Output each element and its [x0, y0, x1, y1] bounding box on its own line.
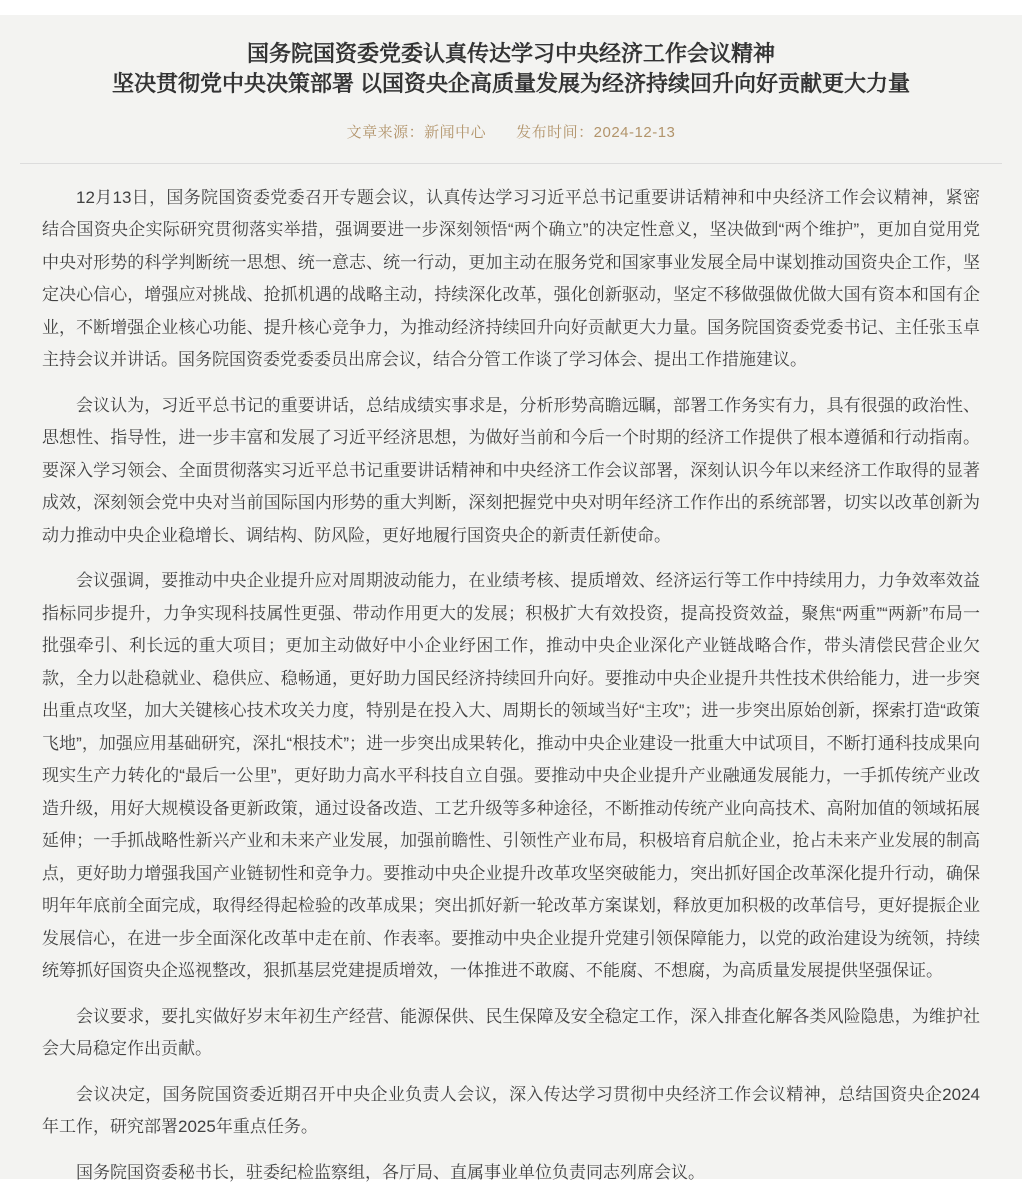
article-title-line-1: 国务院国资委党委认真传达学习中央经济工作会议精神 [246, 40, 775, 66]
article-body [42, 182, 980, 1187]
header-divider [20, 163, 1002, 164]
article-paragraph: 会议要求，要扎实做好岁末年初生产经营、能源保供、民生保障及安全稳定工作，深入排查化解各类风险隐患，为维护社会大局稳定作出贡献。 [42, 1006, 980, 1059]
article-paragraph: 会议决定，国务院国资委近期召开中央企业负责人会议，深入传达学习贯彻中央经济工作会议精神，总结国资央企2024年工作，研究部署2025年重点任务。 [42, 1084, 980, 1137]
page-title [0, 15, 1022, 99]
article-paragraph: 12月13日，国务院国资委党委召开专题会议，认真传达学习习近平总书记重要讲话精神和中央经济工作会议精神，紧密结合国资央企实际研究贯彻落实举措，强调要进一步深刻领悟“两个确立”的决定性意义，坚决做到“两个维护”，更加自觉用党中央对形势的科学判断统一思想、统一意志、统一行动，更加主动在服务党和国家事业发展全局中谋划推动国资央企工作，坚定决心信心，增强应对挑战、抢抓机遇的战略主动，持续深化改革，强化创新驱动，坚定不移做强做优做大国有资本和国有企业，不断增强企业核心功能、提升核心竞争力，为推动经济持续回升向好贡献更大力量。国务院国资委党委书记、主任张玉卓主持会议并讲话。国务院国资委党委委员出席会议，结合分管工作谈了学习体会、提出工作措施建议。 [42, 187, 980, 370]
article-panel [0, 15, 1022, 1182]
article-publish-value: 2024-12-13 [593, 123, 676, 141]
article-source-label: 文章来源： [346, 123, 425, 141]
article-publish-time [516, 124, 675, 141]
article-paragraph: 国务院国资委秘书长，驻委纪检监察组，各厅局、直属事业单位负责同志列席会议。 [76, 1162, 705, 1182]
article-source [347, 124, 487, 141]
article-paragraph: 会议认为，习近平总书记的重要讲话，总结成绩实事求是，分析形势高瞻远瞩，部署工作务实有力，具有很强的政治性、思想性、指导性，进一步丰富和发展了习近平经济思想，为做好当前和今后一个时期的经济工作提供了根本遵循和行动指南。要深入学习领会、全面贯彻落实习近平总书记重要讲话精神和中央经济工作会议部署，深刻认识今年以来经济工作取得的显著成效，深刻领会党中央对当前国际国内形势的重大判断，深刻把握党中央对明年经济工作作出的系统部署，切实以改革创新为动力推动中央企业稳增长、调结构、防风险，更好地履行国资央企的新责任新使命。 [42, 395, 980, 545]
article-title-line-2: 坚决贯彻党中央决策部署 以国资央企高质量发展为经济持续回升向好贡献更大力量 [111, 70, 911, 96]
article-paragraph: 会议强调，要推动中央企业提升应对周期波动能力，在业绩考核、提质增效、经济运行等工作中持续用力，力争效率效益指标同步提升，力争实现科技属性更强、带动作用更大的发展；积极扩大有效投资，提高投资效益，聚焦“两重”“两新”布局一批强牵引、利长远的重大项目；更加主动做好中小企业纾困工作，推动中央企业深化产业链战略合作，带头清偿民营企业欠款，全力以赴稳就业、稳供应、稳畅通，更好助力国民经济持续回升向好。要推动中央企业提升共性技术供给能力，进一步突出重点攻坚，加大关键核心技术攻关力度，特别是在投入大、周期长的领域当好“主攻”；进一步突出原始创新，探索打造“政策飞地”，加强应用基础研究，深扎“根技术”；进一步突出成果转化，推动中央企业建设一批重大中试项目，不断打通科技成果向现实生产力转化的“最后一公里”，更好助力高水平科技自立自强。要推动中央企业提升产业融通发展能力，一手抓传统产业改造升级，用好大规模设备更新政策，通过设备改造、工艺升级等多种途径，不断推动传统产业向高技术、高附加值的领域拓展延伸；一手抓战略性新兴产业和未来产业发展，加强前瞻性、引领性产业布局，积极培育启航企业，抢占未来产业发展的制高点，更好助力增强我国产业链韧性和竞争力。要推动中央企业提升改革攻坚突破能力，突出抓好国企改革深化提升行动，确保明年年底前全面完成，取得经得起检验的改革成果；突出抓好新一轮改革方案谋划，释放更加积极的改革信号，更好提振企业发展信心，在进一步全面深化改革中走在前、作表率。要推动中央企业提升党建引领保障能力，以党的政治建设为统领，持续统筹抓好国资央企巡视整改，狠抓基层党建提质增效，一体推进不敢腐、不能腐、不想腐，为高质量发展提供坚强保证。 [42, 571, 980, 981]
article-meta [0, 121, 1022, 142]
article-source-value: 新闻中心 [424, 123, 487, 141]
article-publish-label: 发布时间： [516, 123, 594, 141]
